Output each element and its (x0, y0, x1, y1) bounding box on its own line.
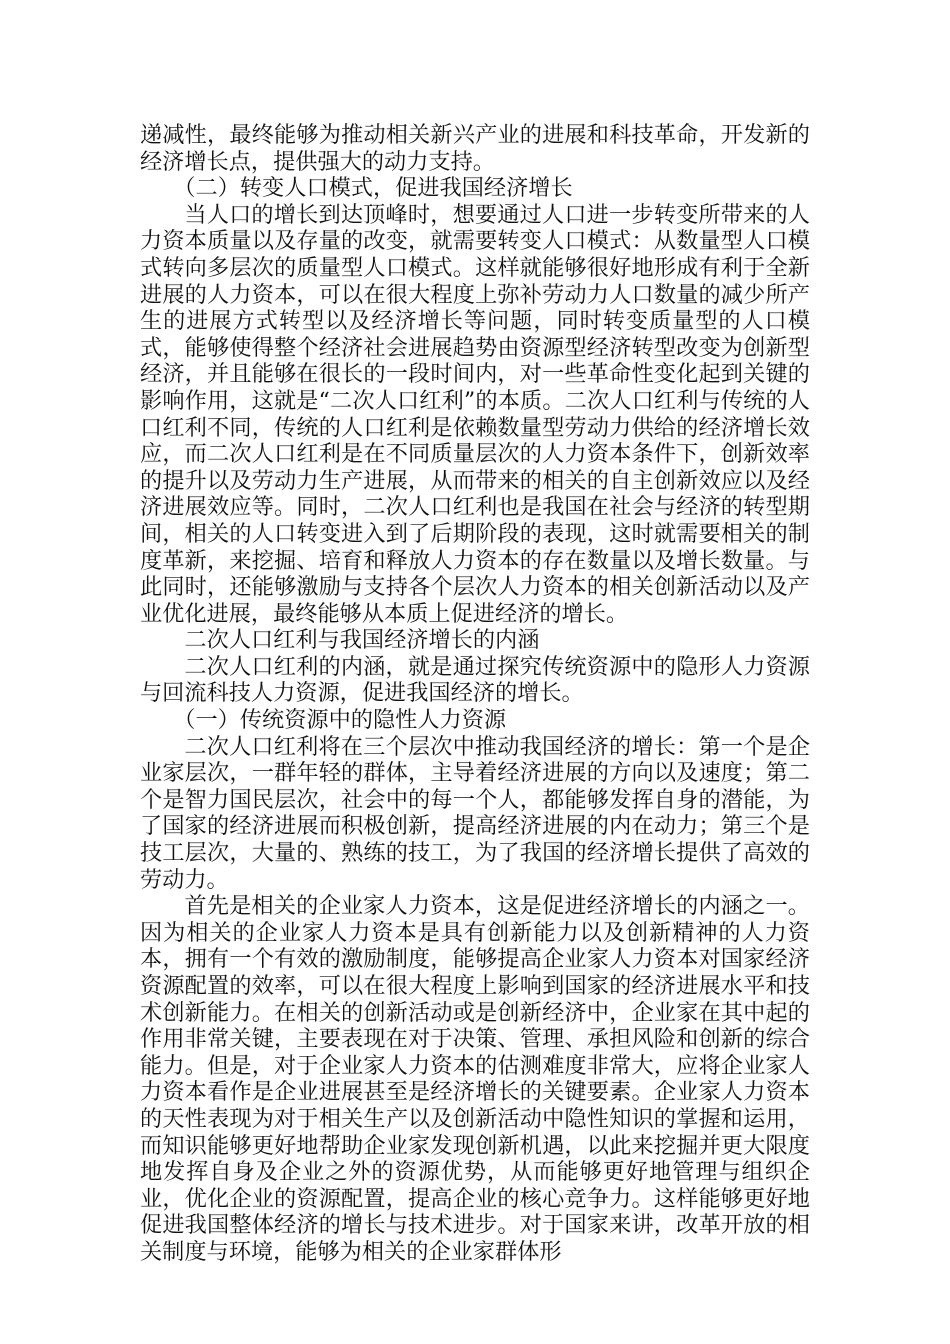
paragraph-three-levels: 二次人口红利将在三个层次中推动我国经济的增长：第一个是企业家层次，一群年轻的群体，主导着经济进展的方向以及速度；第二个是智力国民层次，社会中的每一个人，都能够发挥自身的潜能，为了国家的经济进展而积极创新，提高经济进展的内在动力；第三个是技工层次，大量的、熟练的技工，为了我国的经济增长提供了高效的劳动力。 (140, 733, 810, 893)
paragraph-connotation: 二次人口红利的内涵，就是通过探究传统资源中的隐形人力资源与回流科技人力资源，促进我国经济的增长。 (140, 653, 810, 707)
paragraph-entrepreneur-capital: 首先是相关的企业家人力资本，这是促进经济增长的内涵之一。因为相关的企业家人力资本是具有创新能力以及创新精神的人力资本，拥有一个有效的激励制度，能够提高企业家人力资本对国家经济资源配置的效率，可以在很大程度上影响到国家的经济进展水平和技术创新能力。在相关的创新活动或是创新经济中，企业家在其中起的作用非常关键，主要表现在对于决策、管理、承担风险和创新的综合能力。但是，对于企业家人力资本的估测难度非常大，应将企业家人力资本看作是企业进展甚至是经济增长的关键要素。企业家人力资本的天性表现为对于相关生产以及创新活动中隐性知识的掌握和运用，而知识能够更好地帮助企业家发现创新机遇，以此来挖掘并更大限度地发挥自身及企业之外的资源优势，从而能够更好地管理与组织企业，优化企业的资源配置，提高企业的核心竞争力。这样能够更好地促进我国整体经济的增长与技术进步。对于国家来讲，改革开放的相关制度与环境，能够为相关的企业家群体形 (140, 893, 810, 1265)
section-heading-2: （二）转变人口模式，促进我国经济增长 (173, 175, 573, 202)
paragraph-population-model: 当人口的增长到达顶峰时，想要通过人口进一步转变所带来的人力资本质量以及存量的改变，就需要转变人口模式：从数量型人口模式转向多层次的质量型人口模式。这样就能够很好地形成有利于全新进展的人力资本，可以在很大程度上弥补劳动力人口数量的减少所产生的进展方式转型以及经济增长等问题，同时转变质量型的人口模式，能够使得整个经济社会进展趋势由资源型经济转型改变为创新型经济，并且能够在很长的一段时间内，对一些革命性变化起到关键的影响作用，这就是“二次人口红利”的本质。二次人口红利与传统的人口红利不同，传统的人口红利是依赖数量型劳动力供给的经济增长效应，而二次人口红利是在不同质量层次的人力资本条件下，创新效率的提升以及劳动力生产进展，从而带来的相关的自主创新效应以及经济进展效应等。同时，二次人口红利也是我国在社会与经济的转型期间，相关的人口转变进入到了后期阶段的表现，这时就需要相关的制度革新，来挖掘、培育和释放人力资本的存在数量以及增长数量。与此同时，还能够激励与支持各个层次人力资本的相关创新活动以及产业优化进展，最终能够从本质上促进经济的增长。 (140, 201, 810, 627)
section-heading-1: （一）传统资源中的隐性人力资源 (173, 707, 507, 734)
section-heading-connotation: 二次人口红利与我国经济增长的内涵 (184, 627, 540, 654)
document-body (140, 122, 810, 1266)
paragraph-continuation: 递减性，最终能够为推动相关新兴产业的进展和科技革命，开发新的经济增长点，提供强大的动力支持。 (140, 122, 810, 175)
